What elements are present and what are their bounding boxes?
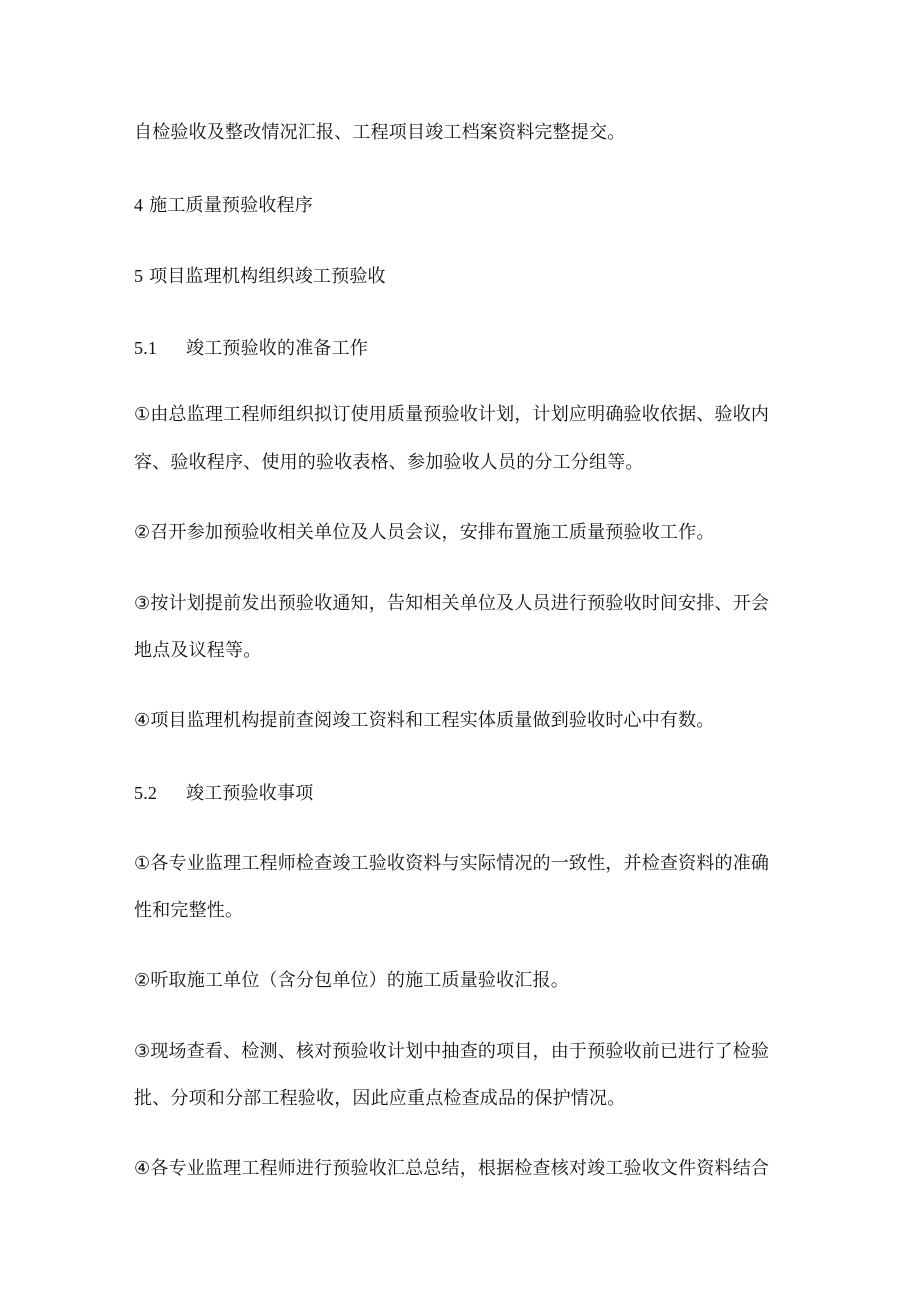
line-text: ①各专业监理工程师检查竣工验收资料与实际情况的一致性，并检查资料的准确 [134, 853, 770, 874]
heading-text: 竣工预验收事项 [186, 783, 314, 804]
heading-number: 4 [134, 195, 144, 215]
line-text: 容、验收程序、使用的验收表格、参加验收人员的分工分组等。 [134, 452, 644, 473]
line-text: 性和完整性。 [134, 900, 244, 921]
heading-number: 5.1 [134, 338, 158, 358]
line-text: 地点及议程等。 [134, 640, 262, 661]
paragraph-line [134, 640, 794, 662]
heading-text: 施工质量预验收程序 [143, 195, 313, 216]
heading-text: 竣工预验收的准备工作 [186, 338, 368, 359]
paragraph-line [134, 404, 794, 426]
paragraph-line [134, 522, 794, 544]
paragraph-line [134, 452, 794, 474]
paragraph-line [134, 593, 794, 615]
line-text: 自检验收及整改情况汇报、工程项目竣工档案资料完整提交。 [134, 122, 626, 143]
section-heading-4 [134, 194, 794, 217]
section-heading-5-1 [134, 337, 794, 360]
section-heading-5-2 [134, 782, 794, 805]
heading-number: 5 [134, 266, 144, 286]
paragraph-line [134, 900, 794, 922]
line-text: ③现场查看、检测、核对预验收计划中抽查的项目，由于预验收前已进行了检验 [134, 1041, 770, 1062]
paragraph-line [134, 1158, 794, 1180]
paragraph-line [134, 853, 794, 875]
heading-text: 项目监理机构组织竣工预验收 [143, 266, 386, 287]
line-text: 批、分项和分部工程验收，因此应重点检查成品的保护情况。 [134, 1088, 626, 1109]
line-text: ②召开参加预验收相关单位及人员会议，安排布置施工质量预验收工作。 [134, 522, 715, 543]
line-text: ①由总监理工程师组织拟订使用质量预验收计划，计划应明确验收依据、验收内 [134, 404, 770, 425]
section-heading-5 [134, 265, 794, 288]
heading-number: 5.2 [134, 783, 158, 803]
line-text: ④项目监理机构提前查阅竣工资料和工程实体质量做到验收时心中有数。 [134, 710, 715, 731]
paragraph-line [134, 122, 794, 144]
paragraph-line [134, 1041, 794, 1063]
line-text: ③按计划提前发出预验收通知，告知相关单位及人员进行预验收时间安排、开会 [134, 593, 770, 614]
paragraph-line [134, 970, 794, 992]
paragraph-line [134, 710, 794, 732]
paragraph-line [134, 1088, 794, 1110]
line-text: ②听取施工单位（含分包单位）的施工质量验收汇报。 [134, 970, 569, 991]
line-text: ④各专业监理工程师进行预验收汇总总结，根据检查核对竣工验收文件资料结合 [134, 1158, 770, 1179]
